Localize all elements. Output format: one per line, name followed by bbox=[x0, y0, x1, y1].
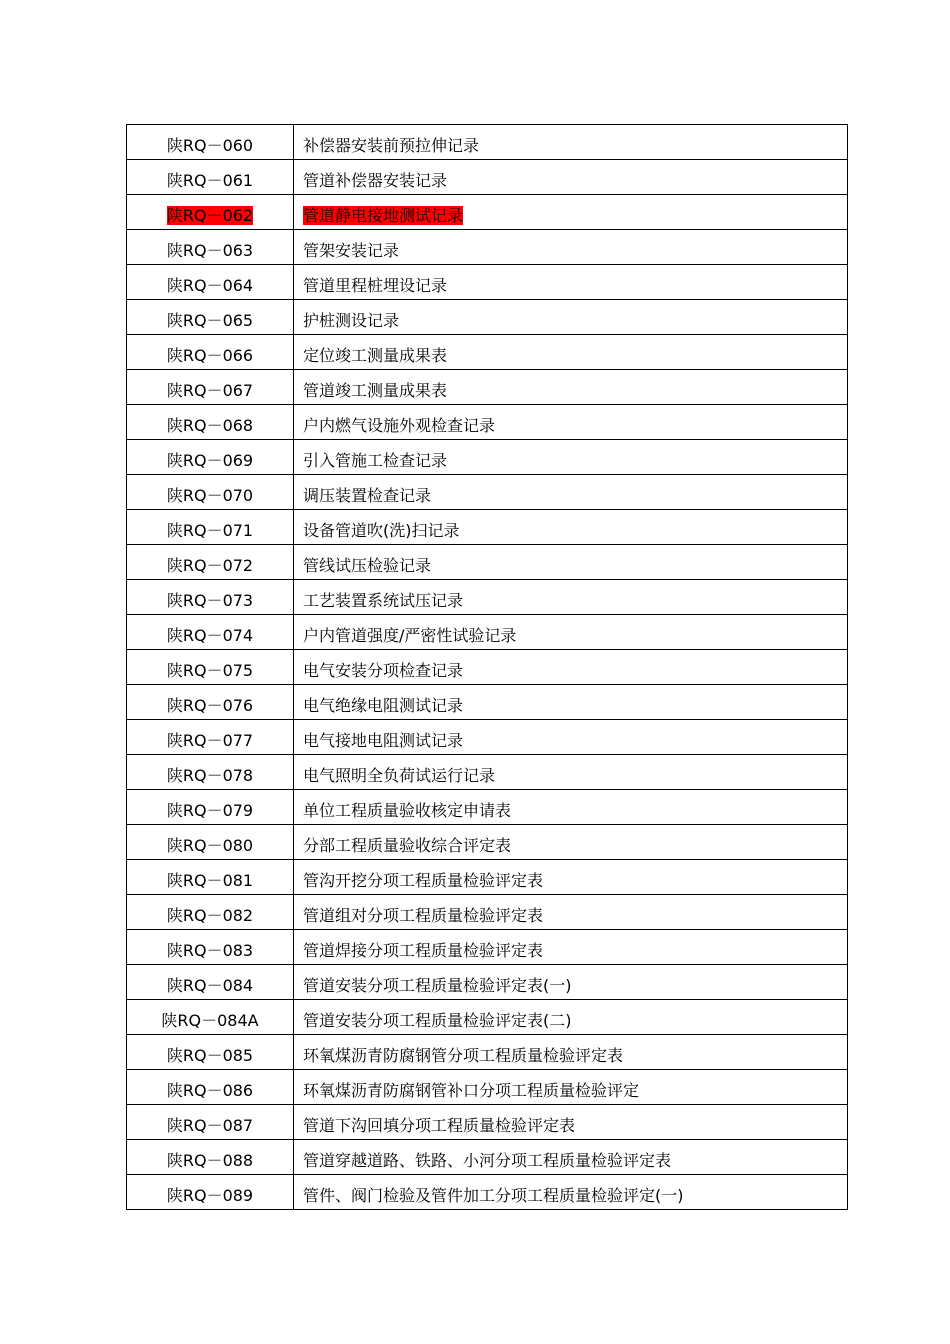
form-title: 调压装置检查记录 bbox=[303, 486, 432, 505]
form-title-cell bbox=[294, 720, 848, 755]
form-title: 定位竣工测量成果表 bbox=[303, 346, 448, 365]
form-code-cell bbox=[127, 475, 294, 510]
form-code: 陕RQ－071 bbox=[166, 521, 254, 540]
table-row bbox=[127, 265, 848, 300]
form-title: 管道焊接分项工程质量检验评定表 bbox=[303, 941, 544, 960]
table-row bbox=[127, 160, 848, 195]
form-title: 管道里程桩埋设记录 bbox=[303, 276, 448, 295]
form-title: 管件、阀门检验及管件加工分项工程质量检验评定(一) bbox=[303, 1186, 684, 1205]
form-code-cell bbox=[127, 545, 294, 580]
form-title: 管道竣工测量成果表 bbox=[303, 381, 448, 400]
table-row bbox=[127, 405, 848, 440]
form-title-cell bbox=[294, 895, 848, 930]
form-code-cell bbox=[127, 1000, 294, 1035]
table-row bbox=[127, 1070, 848, 1105]
table-row bbox=[127, 825, 848, 860]
form-title: 分部工程质量验收综合评定表 bbox=[303, 836, 512, 855]
form-title-cell bbox=[294, 265, 848, 300]
form-code: 陕RQ－073 bbox=[166, 591, 254, 610]
form-code: 陕RQ－063 bbox=[166, 241, 254, 260]
table-row bbox=[127, 615, 848, 650]
form-title-cell bbox=[294, 1000, 848, 1035]
form-code: 陕RQ－070 bbox=[166, 486, 254, 505]
form-code: 陕RQ－067 bbox=[166, 381, 254, 400]
form-title: 工艺装置系统试压记录 bbox=[303, 591, 464, 610]
form-title: 管道下沟回填分项工程质量检验评定表 bbox=[303, 1116, 576, 1135]
form-code: 陕RQ－088 bbox=[166, 1151, 254, 1170]
form-code: 陕RQ－060 bbox=[166, 136, 254, 155]
form-code: 陕RQ－085 bbox=[166, 1046, 254, 1065]
form-code: 陕RQ－064 bbox=[166, 276, 254, 295]
form-code: 陕RQ－084 bbox=[166, 976, 254, 995]
table-row bbox=[127, 755, 848, 790]
form-code-cell bbox=[127, 440, 294, 475]
form-code: 陕RQ－066 bbox=[166, 346, 254, 365]
form-code-cell bbox=[127, 1070, 294, 1105]
table-row bbox=[127, 895, 848, 930]
form-title: 补偿器安装前预拉伸记录 bbox=[303, 136, 480, 155]
form-code: 陕RQ－083 bbox=[166, 941, 254, 960]
table-row bbox=[127, 930, 848, 965]
form-code-cell bbox=[127, 755, 294, 790]
form-code-cell bbox=[127, 1175, 294, 1210]
form-title: 设备管道吹(洗)扫记录 bbox=[303, 521, 460, 540]
form-title-cell bbox=[294, 335, 848, 370]
form-title: 管道穿越道路、铁路、小河分项工程质量检验评定表 bbox=[303, 1151, 672, 1170]
form-title: 电气接地电阻测试记录 bbox=[303, 731, 464, 750]
form-title-cell bbox=[294, 1175, 848, 1210]
form-title: 管线试压检验记录 bbox=[303, 556, 432, 575]
form-code-cell bbox=[127, 930, 294, 965]
table-body bbox=[127, 125, 848, 1210]
form-title: 引入管施工检查记录 bbox=[303, 451, 448, 470]
form-title: 户内管道强度/严密性试验记录 bbox=[303, 626, 517, 645]
form-title-cell bbox=[294, 580, 848, 615]
form-title: 户内燃气设施外观检查记录 bbox=[303, 416, 496, 435]
form-code-cell bbox=[127, 580, 294, 615]
table-row bbox=[127, 475, 848, 510]
form-title-cell bbox=[294, 195, 848, 230]
form-code-cell bbox=[127, 860, 294, 895]
form-title-cell bbox=[294, 755, 848, 790]
form-title-cell bbox=[294, 790, 848, 825]
form-code-cell bbox=[127, 405, 294, 440]
table-row bbox=[127, 685, 848, 720]
table-row bbox=[127, 860, 848, 895]
table-row bbox=[127, 790, 848, 825]
table-row bbox=[127, 440, 848, 475]
form-title: 环氧煤沥青防腐钢管分项工程质量检验评定表 bbox=[303, 1046, 624, 1065]
form-title: 电气绝缘电阻测试记录 bbox=[303, 696, 464, 715]
form-code-cell bbox=[127, 335, 294, 370]
form-code-cell bbox=[127, 510, 294, 545]
form-code-cell bbox=[127, 825, 294, 860]
form-code-cell bbox=[127, 125, 294, 160]
form-code-cell bbox=[127, 650, 294, 685]
form-code-cell bbox=[127, 265, 294, 300]
form-code-cell bbox=[127, 230, 294, 265]
form-title-cell bbox=[294, 615, 848, 650]
form-title-cell bbox=[294, 300, 848, 335]
form-code-cell bbox=[127, 370, 294, 405]
form-code-cell bbox=[127, 895, 294, 930]
form-title-cell bbox=[294, 125, 848, 160]
form-title-cell bbox=[294, 1070, 848, 1105]
form-title-cell bbox=[294, 650, 848, 685]
form-title: 电气安装分项检查记录 bbox=[303, 661, 464, 680]
form-code: 陕RQ－062 bbox=[166, 206, 254, 225]
form-code: 陕RQ－080 bbox=[166, 836, 254, 855]
form-code: 陕RQ－076 bbox=[166, 696, 254, 715]
form-code-cell bbox=[127, 720, 294, 755]
form-title: 单位工程质量验收核定申请表 bbox=[303, 801, 512, 820]
form-title-cell bbox=[294, 370, 848, 405]
form-title: 管道组对分项工程质量检验评定表 bbox=[303, 906, 544, 925]
form-title-cell bbox=[294, 930, 848, 965]
form-title-cell bbox=[294, 1035, 848, 1070]
table-row bbox=[127, 1140, 848, 1175]
form-title: 管道安装分项工程质量检验评定表(二) bbox=[303, 1011, 572, 1030]
form-code: 陕RQ－086 bbox=[166, 1081, 254, 1100]
form-code: 陕RQ－072 bbox=[166, 556, 254, 575]
form-code-cell bbox=[127, 790, 294, 825]
table-row bbox=[127, 1105, 848, 1140]
form-title-cell bbox=[294, 510, 848, 545]
form-title-cell bbox=[294, 545, 848, 580]
table-row bbox=[127, 370, 848, 405]
form-title-cell bbox=[294, 475, 848, 510]
form-code: 陕RQ－075 bbox=[166, 661, 254, 680]
form-code-cell bbox=[127, 195, 294, 230]
form-code: 陕RQ－089 bbox=[166, 1186, 254, 1205]
form-code-cell bbox=[127, 300, 294, 335]
table-row bbox=[127, 545, 848, 580]
form-title-cell bbox=[294, 1105, 848, 1140]
form-title: 管道安装分项工程质量检验评定表(一) bbox=[303, 976, 572, 995]
form-code-cell bbox=[127, 685, 294, 720]
form-code-cell bbox=[127, 160, 294, 195]
table-row bbox=[127, 510, 848, 545]
form-title: 管道补偿器安装记录 bbox=[303, 171, 448, 190]
form-code: 陕RQ－078 bbox=[166, 766, 254, 785]
table-row bbox=[127, 335, 848, 370]
table-row bbox=[127, 650, 848, 685]
table-row bbox=[127, 1035, 848, 1070]
form-title-cell bbox=[294, 825, 848, 860]
form-code-cell bbox=[127, 1140, 294, 1175]
form-code: 陕RQ－081 bbox=[166, 871, 254, 890]
form-title: 护桩测设记录 bbox=[303, 311, 400, 330]
form-code-cell bbox=[127, 1105, 294, 1140]
record-form-index-table bbox=[126, 124, 848, 1210]
form-code: 陕RQ－061 bbox=[166, 171, 254, 190]
form-title-cell bbox=[294, 1140, 848, 1175]
table-row bbox=[127, 720, 848, 755]
form-code: 陕RQ－068 bbox=[166, 416, 254, 435]
form-code: 陕RQ－084A bbox=[161, 1011, 259, 1030]
form-title: 环氧煤沥青防腐钢管补口分项工程质量检验评定 bbox=[303, 1081, 640, 1100]
table-row bbox=[127, 1175, 848, 1210]
form-code: 陕RQ－074 bbox=[166, 626, 254, 645]
form-code-cell bbox=[127, 615, 294, 650]
table-row bbox=[127, 230, 848, 265]
form-code-cell bbox=[127, 1035, 294, 1070]
form-title-cell bbox=[294, 685, 848, 720]
table-row bbox=[127, 1000, 848, 1035]
form-code: 陕RQ－087 bbox=[166, 1116, 254, 1135]
form-code-cell bbox=[127, 965, 294, 1000]
form-title-cell bbox=[294, 440, 848, 475]
form-title: 管沟开挖分项工程质量检验评定表 bbox=[303, 871, 544, 890]
form-code: 陕RQ－069 bbox=[166, 451, 254, 470]
form-title: 电气照明全负荷试运行记录 bbox=[303, 766, 496, 785]
table-row bbox=[127, 195, 848, 230]
form-title-cell bbox=[294, 405, 848, 440]
table-row bbox=[127, 300, 848, 335]
form-code: 陕RQ－065 bbox=[166, 311, 254, 330]
table-row bbox=[127, 580, 848, 615]
form-title-cell bbox=[294, 230, 848, 265]
table-row bbox=[127, 125, 848, 160]
form-title: 管架安装记录 bbox=[303, 241, 400, 260]
form-title: 管道静电接地测试记录 bbox=[303, 206, 464, 225]
form-code: 陕RQ－077 bbox=[166, 731, 254, 750]
form-title-cell bbox=[294, 160, 848, 195]
form-title-cell bbox=[294, 860, 848, 895]
form-code: 陕RQ－079 bbox=[166, 801, 254, 820]
form-code: 陕RQ－082 bbox=[166, 906, 254, 925]
form-title-cell bbox=[294, 965, 848, 1000]
table-row bbox=[127, 965, 848, 1000]
